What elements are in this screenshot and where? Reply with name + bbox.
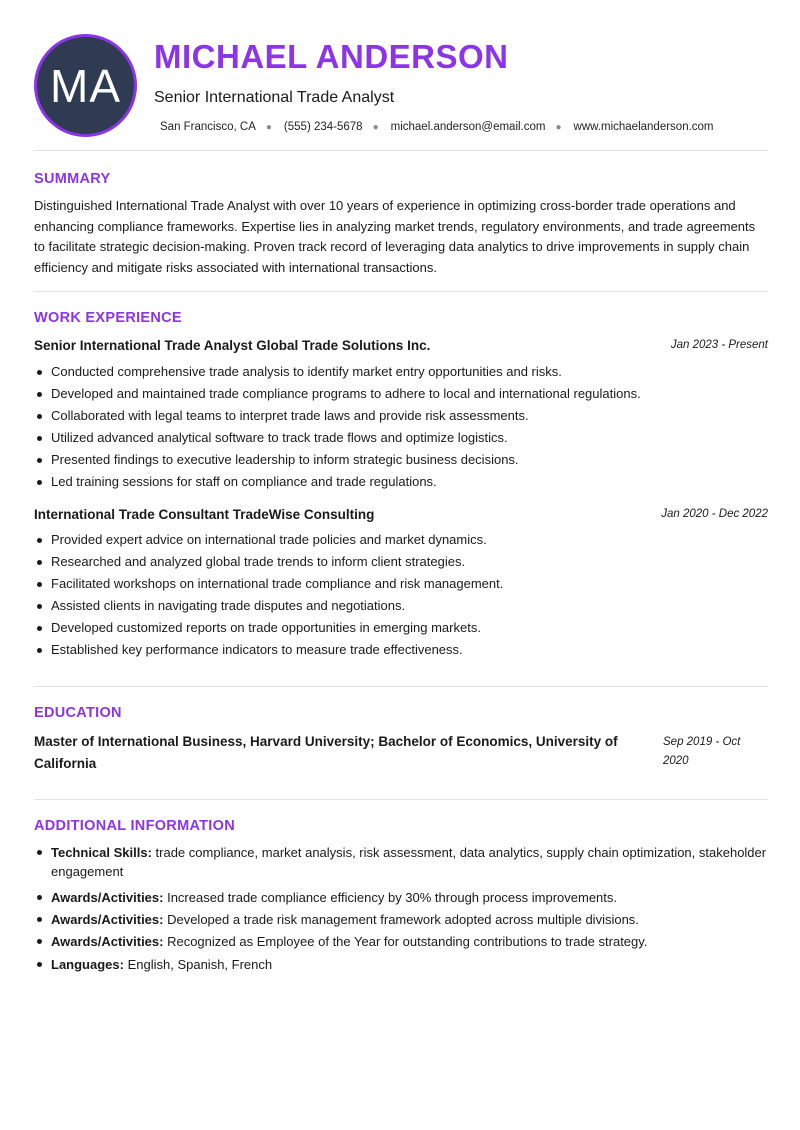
job-dates: Jan 2023 - Present [670, 339, 768, 351]
list-item: Developed and maintained trade compliance programs to adhere to local and international regulations. [34, 385, 768, 407]
list-item: Presented findings to executive leadership to inform strategic business decisions. [34, 451, 768, 473]
job-bullets [34, 531, 768, 663]
job-header [34, 338, 768, 356]
bullet-separator-icon: ● [372, 121, 379, 133]
contact-website[interactable]: www.michaelanderson.com [573, 121, 714, 133]
list-item: Utilized advanced analytical software to track trade flows and optimize logistics. [34, 429, 768, 451]
list-item: Researched and analyzed global trade trends to inform client strategies. [34, 553, 768, 575]
summary-text: Distinguished International Trade Analyst with over 10 years of experience in optimizing cross-border trade operations and enhancing compliance frameworks. Expertise lies in analyzing market trends, regulatory environments, and trade agreements to facilitate strategic decision-making. Proven track record of leveraging data analytics to drive improvements in supply chain efficiency and mitigate risks associated with international transactions. [34, 198, 756, 275]
job-header [34, 507, 768, 525]
list-item: Developed customized reports on trade opportunities in emerging markets. [34, 619, 768, 641]
bullet-separator-icon: ● [555, 121, 562, 133]
item-label: Awards/Activities: [51, 934, 164, 949]
job-bullets [34, 363, 768, 495]
additional-list [34, 843, 768, 977]
job-role: International Trade Consultant TradeWise Consulting [34, 507, 375, 522]
education-degree: Master of International Business, Harvard University; Bachelor of Economics, University of California [34, 734, 618, 771]
education-heading: EDUCATION [34, 705, 122, 721]
summary-heading: SUMMARY [34, 171, 111, 187]
job-dates: Jan 2020 - Dec 2022 [661, 508, 768, 520]
divider [34, 686, 768, 687]
candidate-name: MICHAEL ANDERSON [154, 38, 509, 75]
list-item: Assisted clients in navigating trade disputes and negotiations. [34, 597, 768, 619]
avatar-initials: MA [50, 59, 121, 112]
resume-header [34, 34, 768, 138]
list-item [34, 888, 768, 907]
item-label: Languages: [51, 957, 124, 972]
item-text: trade compliance, market analysis, risk assessment, data analytics, supply chain optimization, stakeholder engagement [51, 845, 767, 879]
list-item: Established key performance indicators to measure trade effectiveness. [34, 641, 768, 663]
item-text: Recognized as Employee of the Year for outstanding contributions to trade strategy. [163, 934, 648, 949]
contact-phone[interactable]: (555) 234-5678 [283, 121, 363, 133]
item-label: Awards/Activities: [51, 890, 164, 905]
list-item [34, 910, 768, 929]
list-item [34, 955, 768, 974]
divider [34, 799, 768, 800]
additional-heading: ADDITIONAL INFORMATION [34, 818, 235, 834]
item-text: Increased trade compliance efficiency by 30% through process improvements. [163, 890, 618, 905]
education-dates: Sep 2019 - Oct 2020 [663, 736, 741, 767]
item-label: Awards/Activities: [51, 912, 164, 927]
avatar [34, 34, 137, 137]
job-role: Senior International Trade Analyst Global Trade Solutions Inc. [34, 338, 431, 353]
list-item [34, 843, 768, 881]
list-item: Facilitated workshops on international trade compliance and risk management. [34, 575, 768, 597]
list-item: Provided expert advice on international trade policies and market dynamics. [34, 531, 768, 553]
list-item: Led training sessions for staff on compliance and trade regulations. [34, 473, 768, 495]
bullet-separator-icon: ● [265, 121, 272, 133]
list-item [34, 932, 768, 951]
divider [34, 291, 768, 292]
list-item: Collaborated with legal teams to interpret trade laws and provide risk assessments. [34, 407, 768, 429]
candidate-title: Senior International Trade Analyst [154, 89, 395, 106]
contact-location: San Francisco, CA [160, 121, 256, 133]
divider [34, 150, 768, 151]
list-item: Conducted comprehensive trade analysis to identify market entry opportunities and risks. [34, 363, 768, 385]
contact-email[interactable]: michael.anderson@email.com [390, 121, 546, 133]
experience-heading: WORK EXPERIENCE [34, 310, 182, 326]
item-text: English, Spanish, French [123, 957, 273, 972]
contact-line [160, 121, 714, 133]
item-text: Developed a trade risk management framework adopted across multiple divisions. [163, 912, 639, 927]
item-label: Technical Skills: [51, 845, 152, 860]
